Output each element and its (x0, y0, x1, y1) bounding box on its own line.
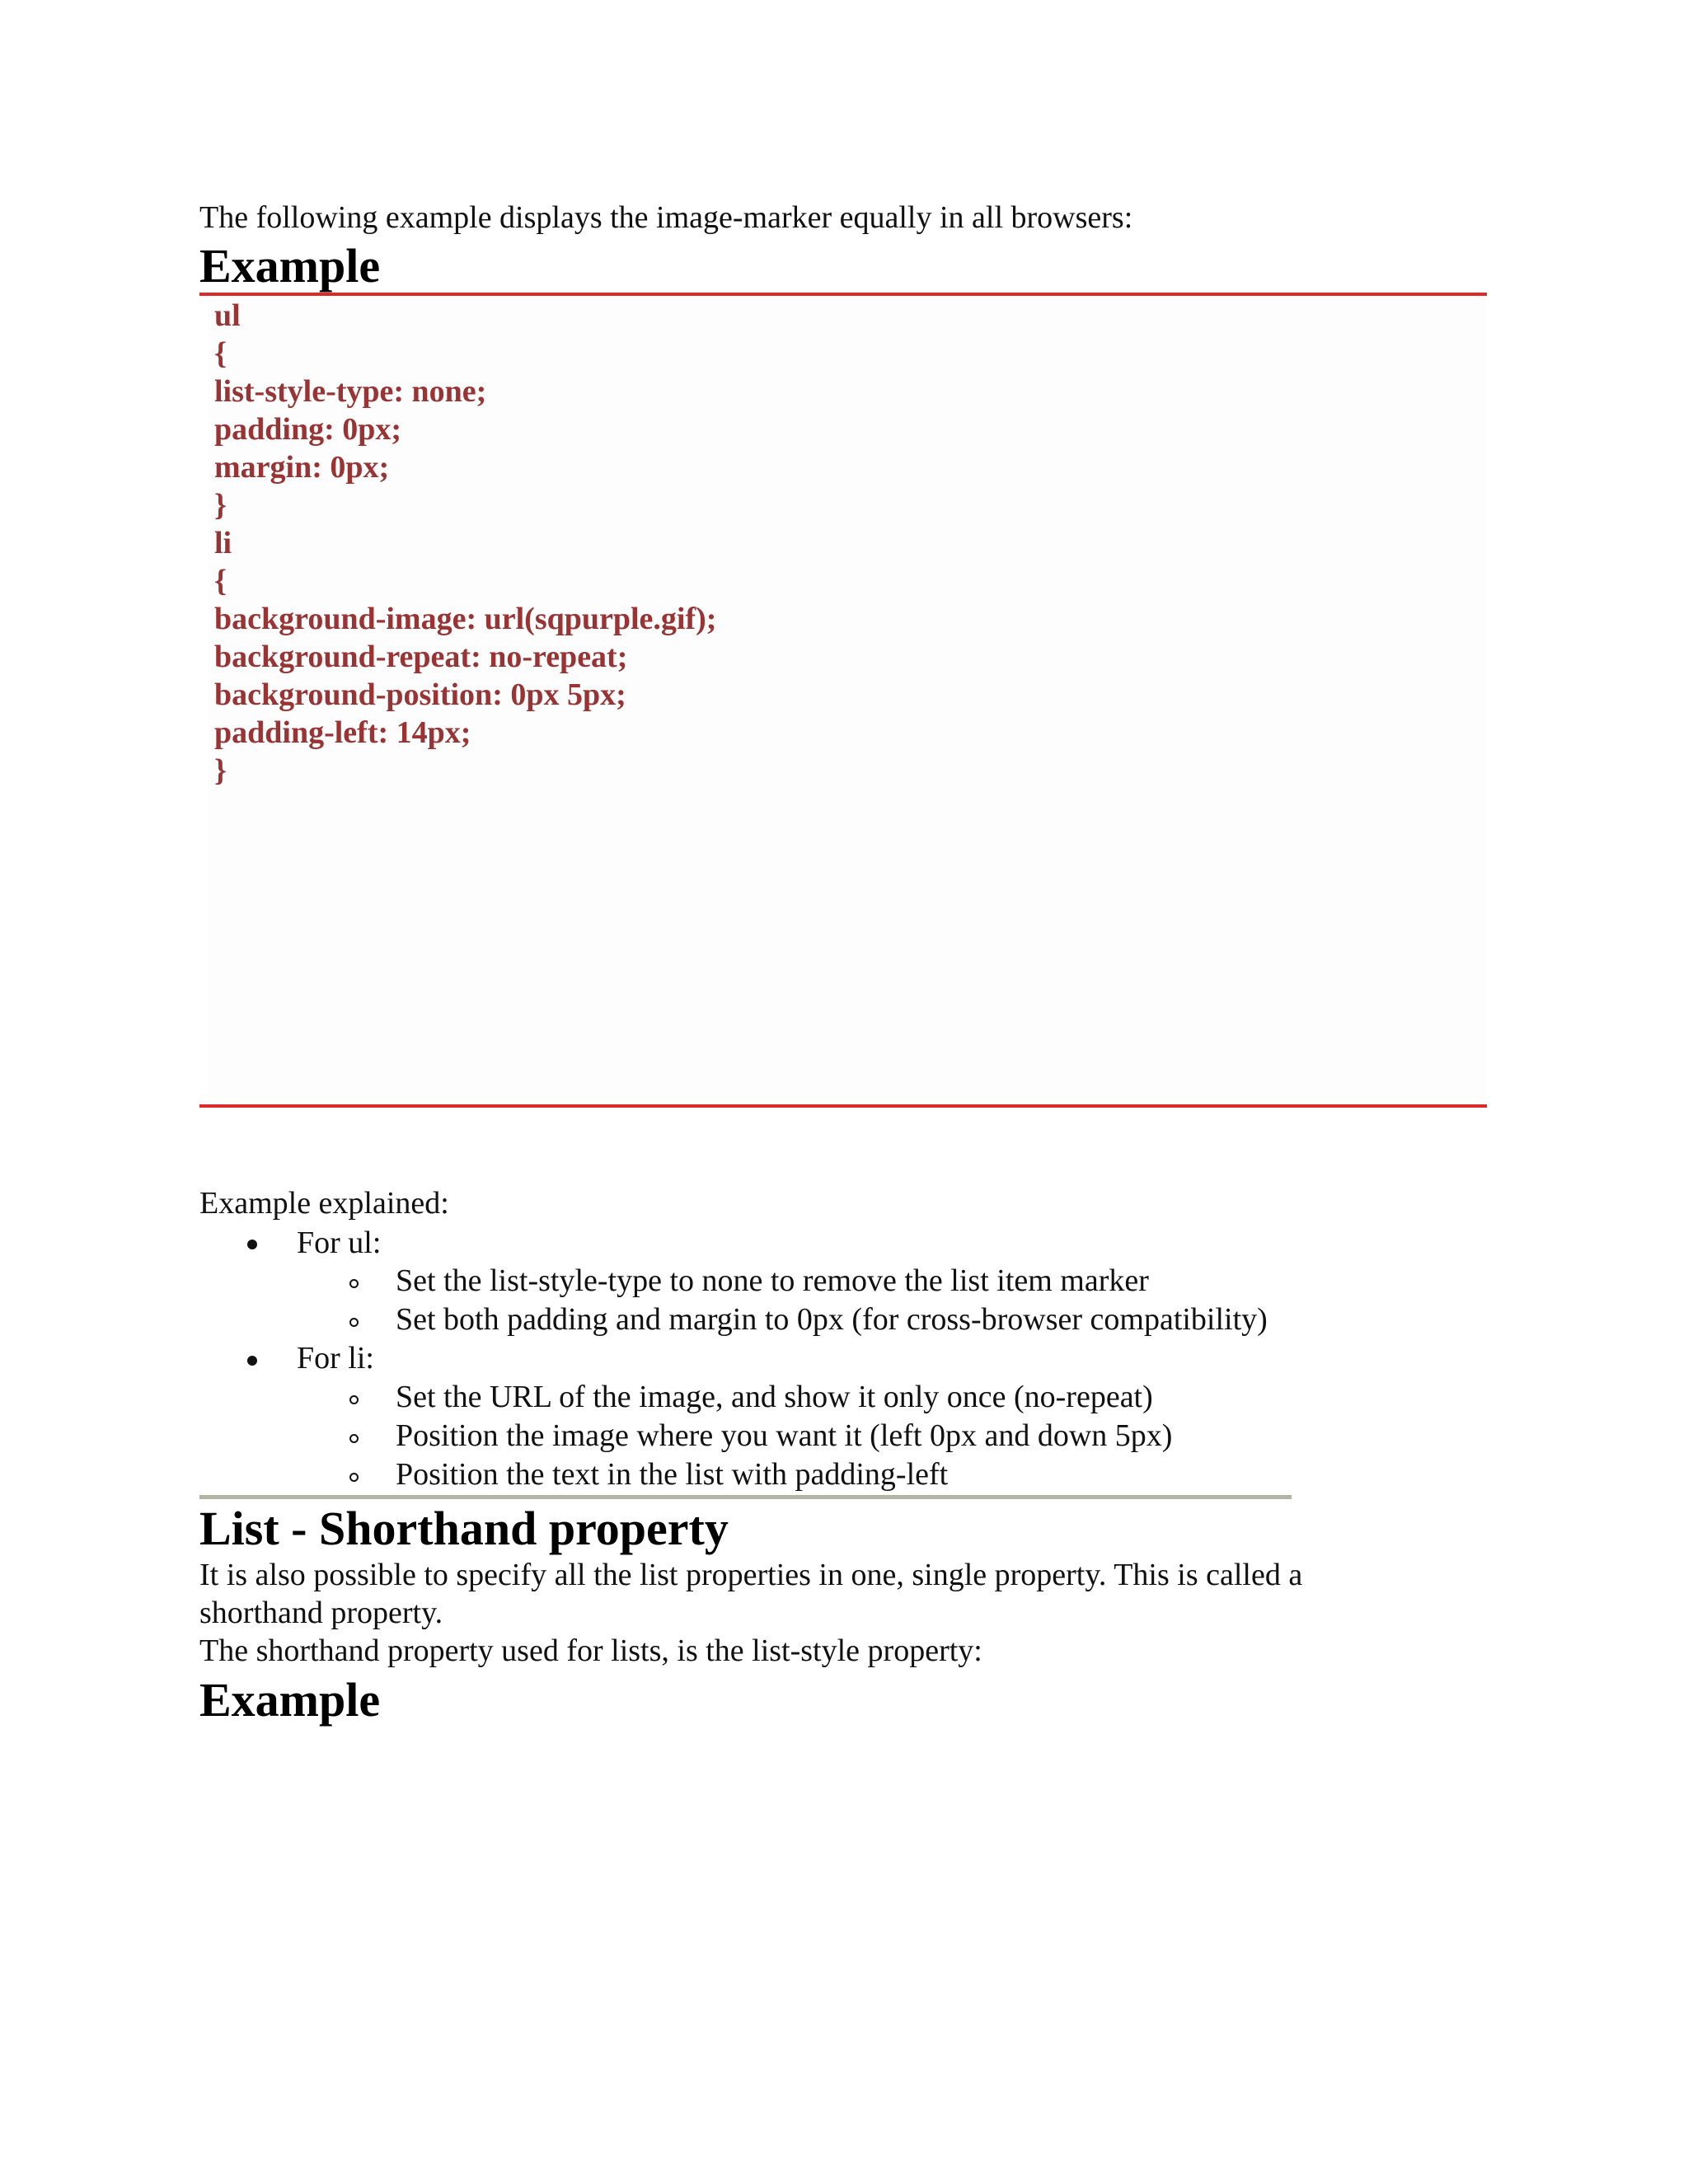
list-item: Position the text in the list with padding-left (396, 1457, 949, 1492)
list-item: Set the list-style-type to none to remove the list item marker (396, 1263, 1149, 1298)
example-top-rule (199, 293, 1487, 296)
disc-bullet (247, 1356, 257, 1366)
list-item: Set the URL of the image, and show it only once (no-repeat) (396, 1380, 1153, 1414)
list-item: Position the image where you want it (left 0px and down 5px) (396, 1418, 1173, 1453)
example-heading-2: Example (199, 1673, 381, 1727)
code-line: background-repeat: no-repeat; (214, 640, 628, 674)
code-line: li (214, 526, 232, 560)
example-heading: Example (199, 239, 381, 293)
code-line: margin: 0px; (214, 450, 390, 485)
shorthand-heading: List - Shorthand property (199, 1502, 729, 1555)
shorthand-paragraph-line: shorthand property. (199, 1596, 443, 1630)
code-line: ul (214, 298, 241, 333)
list-item-for-ul: For ul: (297, 1226, 382, 1260)
code-line: padding-left: 14px; (214, 715, 471, 750)
code-line: list-style-type: none; (214, 374, 487, 409)
section-divider (199, 1495, 1292, 1499)
circle-bullet (349, 1318, 359, 1327)
list-item: Set both padding and margin to 0px (for cross-browser compatibility) (396, 1302, 1268, 1337)
circle-bullet (349, 1395, 359, 1404)
example-bottom-rule (199, 1104, 1487, 1108)
shorthand-paragraph-line: It is also possible to specify all the list properties in one, single property. This is called a (199, 1558, 1303, 1592)
intro-paragraph: The following example displays the image-marker equally in all browsers: (199, 200, 1133, 235)
shorthand-paragraph-line: The shorthand property used for lists, is the list-style property: (199, 1633, 982, 1668)
circle-bullet (349, 1279, 359, 1288)
code-line: } (214, 488, 227, 523)
code-line: { (214, 336, 227, 371)
list-item-for-li: For li: (297, 1341, 374, 1376)
code-line: } (214, 753, 227, 788)
code-line: padding: 0px; (214, 412, 402, 447)
disc-bullet (247, 1240, 257, 1249)
circle-bullet (349, 1473, 359, 1482)
code-line: { (214, 564, 227, 598)
code-line: background-position: 0px 5px; (214, 677, 626, 712)
explained-title: Example explained: (199, 1186, 449, 1221)
circle-bullet (349, 1434, 359, 1443)
code-line: background-image: url(sqpurple.gif); (214, 602, 717, 636)
